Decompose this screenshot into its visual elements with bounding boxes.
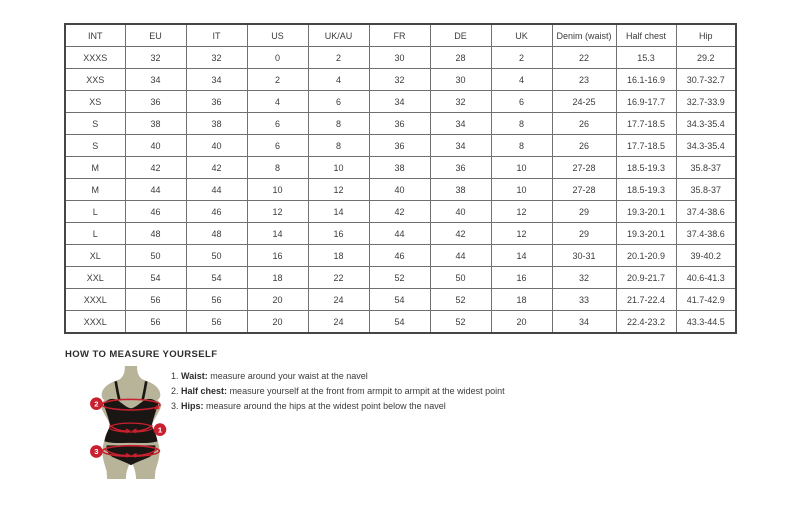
table-cell: 2 <box>247 69 308 91</box>
table-cell: 20.1-20.9 <box>616 245 676 267</box>
table-cell: 6 <box>491 91 552 113</box>
table-cell: 52 <box>369 267 430 289</box>
table-cell: 16.9-17.7 <box>616 91 676 113</box>
measure-steps <box>171 369 505 414</box>
table-row <box>65 69 736 91</box>
table-cell: S <box>65 135 125 157</box>
table-cell: 8 <box>247 157 308 179</box>
table-cell: 18 <box>491 289 552 311</box>
step-label: Half chest: <box>181 386 228 396</box>
table-cell: 50 <box>430 267 491 289</box>
measure-step-hips <box>171 399 505 414</box>
table-cell: 21.7-22.4 <box>616 289 676 311</box>
table-cell: 26 <box>552 135 616 157</box>
table-cell: 34 <box>430 135 491 157</box>
table-cell: 4 <box>491 69 552 91</box>
chest-marker-badge <box>90 397 103 410</box>
table-cell: 6 <box>247 113 308 135</box>
table-cell: 50 <box>186 245 247 267</box>
table-cell: 2 <box>308 47 369 69</box>
size-chart-table <box>64 23 737 334</box>
table-cell: 52 <box>430 311 491 334</box>
table-cell: 32.7-33.9 <box>676 91 736 113</box>
table-cell: 42 <box>125 157 186 179</box>
step-number: 3. <box>171 401 179 411</box>
table-cell: 36 <box>430 157 491 179</box>
table-cell: 32 <box>369 69 430 91</box>
table-cell: 32 <box>186 47 247 69</box>
measurement-figure <box>84 365 182 481</box>
table-cell: 24 <box>308 311 369 334</box>
table-cell: 27-28 <box>552 157 616 179</box>
table-cell: 14 <box>308 201 369 223</box>
table-cell: 14 <box>247 223 308 245</box>
table-cell: 30-31 <box>552 245 616 267</box>
table-cell: 18 <box>247 267 308 289</box>
measure-step-half-chest <box>171 384 505 399</box>
table-cell: XL <box>65 245 125 267</box>
table-cell: 24 <box>308 289 369 311</box>
table-cell: 52 <box>430 289 491 311</box>
table-row <box>65 113 736 135</box>
table-cell: 26 <box>552 113 616 135</box>
hips-marker-badge <box>90 445 103 458</box>
table-cell: 15.3 <box>616 47 676 69</box>
table-row <box>65 245 736 267</box>
column-header: UK <box>491 24 552 47</box>
table-cell: 54 <box>125 267 186 289</box>
table-cell: 54 <box>186 267 247 289</box>
table-cell: 23 <box>552 69 616 91</box>
table-cell: 20 <box>491 311 552 334</box>
table-cell: 56 <box>125 311 186 334</box>
table-cell: 32 <box>552 267 616 289</box>
table-cell: 20.9-21.7 <box>616 267 676 289</box>
table-row <box>65 311 736 334</box>
column-header: Half chest <box>616 24 676 47</box>
chest-marker-number: 2 <box>94 399 99 409</box>
table-cell: 10 <box>247 179 308 201</box>
table-cell: 46 <box>125 201 186 223</box>
table-cell: 28 <box>430 47 491 69</box>
table-cell: 8 <box>308 135 369 157</box>
measure-section-title: HOW TO MEASURE YOURSELF <box>65 349 218 360</box>
table-cell: 20 <box>247 311 308 334</box>
table-cell: 6 <box>308 91 369 113</box>
table-cell: 18 <box>308 245 369 267</box>
table-cell: 34 <box>430 113 491 135</box>
table-cell: 37.4-38.6 <box>676 223 736 245</box>
table-row <box>65 201 736 223</box>
table-cell: 54 <box>369 289 430 311</box>
table-cell: 20 <box>247 289 308 311</box>
table-cell: 46 <box>369 245 430 267</box>
table-cell: 12 <box>247 201 308 223</box>
table-cell: 8 <box>491 135 552 157</box>
table-cell: 12 <box>308 179 369 201</box>
table-cell: 18.5-19.3 <box>616 179 676 201</box>
table-cell: S <box>65 113 125 135</box>
table-cell: XXS <box>65 69 125 91</box>
table-cell: 16 <box>308 223 369 245</box>
table-cell: 56 <box>186 311 247 334</box>
table-cell: 38 <box>369 157 430 179</box>
table-row <box>65 47 736 69</box>
table-cell: 40.6-41.3 <box>676 267 736 289</box>
table-cell: 38 <box>125 113 186 135</box>
table-row <box>65 179 736 201</box>
table-cell: 44 <box>430 245 491 267</box>
table-cell: L <box>65 201 125 223</box>
step-number: 2. <box>171 386 179 396</box>
table-cell: XXXL <box>65 311 125 334</box>
table-cell: 44 <box>125 179 186 201</box>
table-cell: 4 <box>308 69 369 91</box>
table-cell: 35.8-37 <box>676 179 736 201</box>
column-header: UK/AU <box>308 24 369 47</box>
table-cell: 30 <box>369 47 430 69</box>
table-cell: 10 <box>308 157 369 179</box>
column-header: FR <box>369 24 430 47</box>
table-cell: 22.4-23.2 <box>616 311 676 334</box>
column-header: Denim (waist) <box>552 24 616 47</box>
table-cell: 22 <box>552 47 616 69</box>
table-cell: 34 <box>125 69 186 91</box>
table-cell: 40 <box>186 135 247 157</box>
table-cell: 29 <box>552 223 616 245</box>
waist-marker-badge <box>154 423 167 436</box>
table-cell: L <box>65 223 125 245</box>
table-cell: 50 <box>125 245 186 267</box>
table-cell: 29.2 <box>676 47 736 69</box>
table-row <box>65 223 736 245</box>
table-cell: 16 <box>491 267 552 289</box>
column-header: DE <box>430 24 491 47</box>
table-cell: 36 <box>186 91 247 113</box>
step-text: measure around your waist at the navel <box>210 371 368 381</box>
table-cell: 36 <box>369 135 430 157</box>
table-row <box>65 289 736 311</box>
table-row <box>65 267 736 289</box>
table-cell: 54 <box>369 311 430 334</box>
table-cell: 44 <box>186 179 247 201</box>
table-cell: 8 <box>308 113 369 135</box>
table-cell: 38 <box>186 113 247 135</box>
table-cell: 32 <box>125 47 186 69</box>
table-cell: M <box>65 179 125 201</box>
column-header: INT <box>65 24 125 47</box>
step-text: measure yourself at the front from armpit to armpit at the widest point <box>229 386 505 396</box>
table-cell: 24-25 <box>552 91 616 113</box>
step-number: 1. <box>171 371 179 381</box>
table-cell: 12 <box>491 223 552 245</box>
table-cell: 0 <box>247 47 308 69</box>
step-text: measure around the hips at the widest point below the navel <box>206 401 446 411</box>
table-cell: 10 <box>491 179 552 201</box>
table-cell: XS <box>65 91 125 113</box>
mannequin-illustration <box>84 365 182 481</box>
table-cell: 39-40.2 <box>676 245 736 267</box>
table-cell: 42 <box>430 223 491 245</box>
table-cell: 44 <box>369 223 430 245</box>
column-header: EU <box>125 24 186 47</box>
table-cell: 56 <box>186 289 247 311</box>
step-label: Hips: <box>181 401 204 411</box>
table-cell: 4 <box>247 91 308 113</box>
table-cell: 16 <box>247 245 308 267</box>
table-cell: 18.5-19.3 <box>616 157 676 179</box>
table-cell: 34 <box>552 311 616 334</box>
table-cell: 40 <box>125 135 186 157</box>
table-cell: 42 <box>369 201 430 223</box>
table-cell: XXXL <box>65 289 125 311</box>
table-cell: 48 <box>186 223 247 245</box>
table-cell: 16.1-16.9 <box>616 69 676 91</box>
column-header: Hip <box>676 24 736 47</box>
table-cell: 10 <box>491 157 552 179</box>
table-cell: 30 <box>430 69 491 91</box>
column-header: US <box>247 24 308 47</box>
table-cell: 2 <box>491 47 552 69</box>
table-cell: 19.3-20.1 <box>616 223 676 245</box>
table-cell: XXXS <box>65 47 125 69</box>
table-cell: 30.7-32.7 <box>676 69 736 91</box>
table-cell: 22 <box>308 267 369 289</box>
table-row <box>65 135 736 157</box>
table-cell: 12 <box>491 201 552 223</box>
step-label: Waist: <box>181 371 208 381</box>
table-cell: 35.8-37 <box>676 157 736 179</box>
table-cell: 33 <box>552 289 616 311</box>
waist-marker-number: 1 <box>157 425 163 435</box>
table-row <box>65 91 736 113</box>
table-header-row <box>65 24 736 47</box>
table-cell: 48 <box>125 223 186 245</box>
table-cell: 34.3-35.4 <box>676 113 736 135</box>
table-cell: 8 <box>491 113 552 135</box>
table-cell: 14 <box>491 245 552 267</box>
table-cell: 40 <box>369 179 430 201</box>
table-cell: M <box>65 157 125 179</box>
table-cell: 32 <box>430 91 491 113</box>
table-cell: 38 <box>430 179 491 201</box>
table-cell: 36 <box>125 91 186 113</box>
table-cell: 56 <box>125 289 186 311</box>
table-row <box>65 157 736 179</box>
table-cell: 46 <box>186 201 247 223</box>
table-cell: 19.3-20.1 <box>616 201 676 223</box>
table-cell: 34.3-35.4 <box>676 135 736 157</box>
table-cell: 40 <box>430 201 491 223</box>
table-cell: 6 <box>247 135 308 157</box>
table-cell: 17.7-18.5 <box>616 135 676 157</box>
column-header: IT <box>186 24 247 47</box>
hips-marker-number: 3 <box>94 447 99 457</box>
table-cell: XXL <box>65 267 125 289</box>
table-cell: 17.7-18.5 <box>616 113 676 135</box>
table-cell: 43.3-44.5 <box>676 311 736 334</box>
table-cell: 29 <box>552 201 616 223</box>
table-cell: 36 <box>369 113 430 135</box>
table-cell: 27-28 <box>552 179 616 201</box>
table-cell: 34 <box>186 69 247 91</box>
table-cell: 37.4-38.6 <box>676 201 736 223</box>
table-cell: 41.7-42.9 <box>676 289 736 311</box>
table-cell: 42 <box>186 157 247 179</box>
table-cell: 34 <box>369 91 430 113</box>
measure-step-waist <box>171 369 505 384</box>
